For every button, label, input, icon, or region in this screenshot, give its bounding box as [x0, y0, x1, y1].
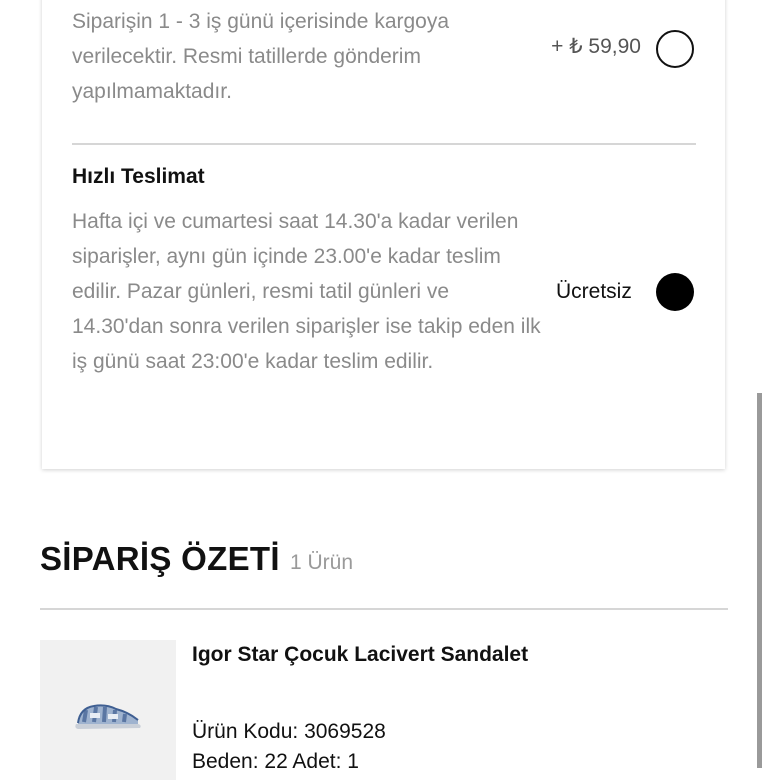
option-divider	[72, 143, 696, 145]
express-shipping-radio[interactable]	[656, 273, 694, 311]
order-summary-title: SİPARİŞ ÖZETİ	[40, 540, 280, 577]
product-code: Ürün Kodu: 3069528	[192, 720, 386, 743]
standard-shipping-description: Siparişin 1 - 3 iş günü içerisinde kargoya verilecektir. Resmi tatillerde gönderim yapılmamaktadır.	[72, 10, 450, 103]
item-count: 1 Ürün	[290, 551, 354, 574]
express-shipping-price: Ücretsiz	[556, 280, 632, 303]
express-shipping-title: Hızlı Teslimat	[72, 165, 205, 188]
product-image[interactable]	[40, 640, 176, 780]
product-size-quantity: Beden: 22 Adet: 1	[192, 750, 359, 773]
standard-shipping-radio[interactable]	[656, 30, 694, 68]
product-name[interactable]: Igor Star Çocuk Lacivert Sandalet	[192, 643, 529, 666]
sandal-image-icon	[72, 700, 144, 734]
standard-shipping-price: + ₺ 59,90	[551, 35, 641, 58]
express-shipping-description: Hafta içi ve cumartesi saat 14.30'a kadar verilen siparişler, aynı gün içinde 23.00'e kadar teslim edilir. Pazar günleri, resmi tatil günleri ve 14.30'dan sonra verilen siparişler ise takip eden ilk iş günü saat 23:00'e kadar teslim edilir.	[72, 210, 541, 373]
shipping-options-card	[42, 0, 725, 469]
summary-divider	[40, 608, 728, 610]
scrollbar[interactable]	[757, 393, 762, 768]
